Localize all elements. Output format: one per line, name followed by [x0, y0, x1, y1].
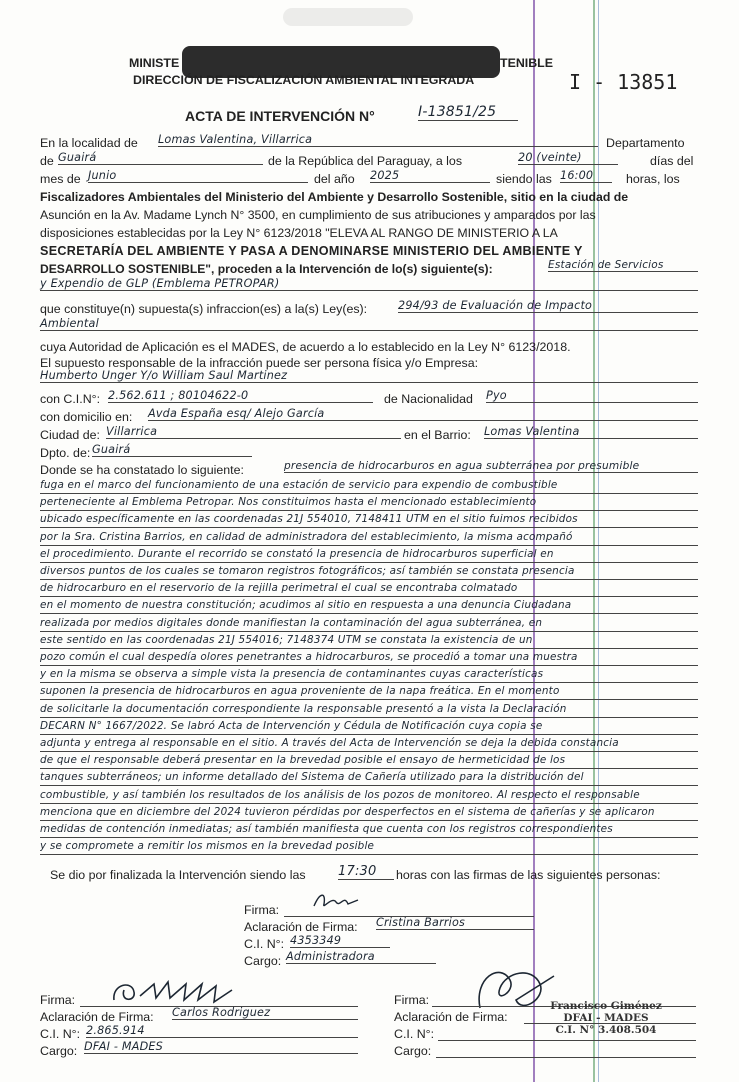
closing-label-a: Se dio por finalizada la Intervención siendo las [50, 868, 306, 882]
intro-l5: Asunción en la Av. Madame Lynch N° 3500, en cumplimiento de sus atribuciones y amparados por las [40, 208, 596, 222]
r-ci-label: C.I. N°: [394, 1027, 435, 1041]
dpto-label: Dpto. de: [40, 446, 91, 460]
intro-l8: DESARROLLO SOSTENIBLE", proceden a la Intervención de lo(s) siguiente(s): [40, 262, 493, 276]
observation-line: medidas de contención inmediatas; así también manifiesta que cuenta con los registros correspondientes [40, 822, 698, 838]
acta-number: I-13851/25 [418, 104, 518, 121]
observation-line: realizada por medios digitales donde manifiestan la contaminación del agua subterránea, en [40, 616, 698, 632]
observation-line: de solicitarle la documentación correspondiente la responsable presentó a la vista la Declaración [40, 702, 698, 718]
field-hora: 16:00 [560, 169, 612, 183]
c-aclaracion-label: Aclaración de Firma: [244, 920, 358, 934]
c-ci-value: 4353349 [290, 934, 390, 948]
observation-line: el procedimiento. Durante el recorrido se constató la presencia de hidrocarburos superficial en [40, 547, 698, 563]
nac-label: de Nacionalidad [384, 392, 473, 406]
intro-l3b: del año [314, 172, 355, 186]
intro-l1b: Departamento [606, 136, 685, 150]
observation-line: por la Sra. Cristina Barrios, en calidad de administradora del establecimiento, la misma acompañó [40, 530, 698, 546]
c-aclaracion-value: Cristina Barrios [376, 916, 534, 930]
intro-l3a: mes de [40, 172, 81, 186]
observation-line: en el momento de nuestra constitución; acudimos al sitio en respuesta a una denuncia Ciudadana [40, 598, 698, 614]
observation-line: tanques subterráneos; un informe detallado del Sistema de Cañería utilizado para la distribución del [40, 770, 698, 786]
direction-title: DIRECCIÓN DE FISCALIZACIÓN AMBIENTAL INTEGRADA [133, 73, 475, 87]
intro-l6: disposiciones establecidas por la Ley N° 6123/2018 "ELEVA AL RANGO DE MINISTERIO A LA [40, 226, 558, 240]
official-stamp [546, 1000, 666, 1036]
field-dia: 20 (veinte) [518, 151, 618, 165]
field-anio: 2025 [370, 169, 490, 183]
ciudad-label: Ciudad de: [40, 428, 100, 442]
field-responsable: Humberto Unger Y/o William Saul Martinez [40, 369, 698, 383]
observation-line: adjunta y entrega al responsable en el sitio. A través del Acta de Intervención se deja la debida constancia [40, 736, 698, 752]
observation-line: este sentido en las coordenadas 21J 554016; 7148374 UTM se constata la existencia de un [40, 633, 698, 649]
intro-l12: cuya Autoridad de Aplicación es el MADES, de acuerdo a lo establecido en la Ley N° 6123/2018. [40, 340, 571, 354]
field-ley: 294/93 de Evaluación de Impacto [398, 299, 698, 313]
l-ci-value: 2.865.914 [86, 1024, 358, 1038]
ministry-right: TENIBLE [500, 56, 554, 70]
observation-line: de hidrocarburo en el reservorio de la rejilla perimetral el cual se encontraba colmatado [40, 581, 698, 597]
field-dpto: Guairá [92, 443, 252, 457]
field-nacionalidad: Pyo [486, 389, 698, 403]
barrio-label: en el Barrio: [404, 428, 471, 442]
intro-l3c: siendo las [496, 172, 552, 186]
field-intervencion-2: y Expendio de GLP (Emblema PETROPAR) [40, 277, 698, 291]
field-domicilio: Avda España esq/ Alejo García [148, 407, 698, 421]
observation-line: ubicado específicamente en las coordenadas 21J 554010, 7148411 UTM en el sitio fuimos recibidos [40, 512, 698, 528]
intro-l7: SECRETARÍA DEL AMBIENTE Y PASA A DENOMINARSE MINISTERIO DEL AMBIENTE Y [40, 244, 583, 258]
field-departamento: Guairá [58, 151, 263, 165]
r-firma-label: Firma: [394, 993, 430, 1007]
dom-label: con domicilio en: [40, 410, 133, 424]
field-barrio: Lomas Valentina [484, 425, 698, 439]
field-hora-final: 17:30 [338, 864, 394, 880]
intro-l3d: horas, los [626, 172, 680, 186]
field-ci: 2.562.611 ; 80104622-0 [108, 389, 373, 403]
observation-line: y se compromete a remitir los mismos en la brevedad posible [40, 839, 698, 855]
ministry-left: MINISTE [129, 56, 180, 70]
observation-line: menciona que en diciembre del 2024 tuvieron pérdidas por desperfectos en el sistema de cañerías y se aplicaron [40, 805, 698, 821]
acta-title: ACTA DE INTERVENCIÓN N° [185, 108, 375, 124]
intro-l2b: de la República del Paraguay, a los [268, 154, 463, 168]
donde-label: Donde se ha constatado lo siguiente: [40, 463, 244, 477]
field-intervencion: Estación de Servicios [548, 259, 698, 272]
l-aclaracion-value: Carlos Rodriguez [172, 1006, 358, 1020]
observation-line: pozo común el cual despedía olores penetrantes a hidrocarburos, se procedió a tomar una muestra [40, 650, 698, 666]
scan-smudge [283, 8, 413, 26]
signature-left [110, 976, 240, 1008]
observation-line: fuga en el marco del funcionamiento de una estación de servicio para expendio de combustible [40, 478, 698, 494]
stamp-number: I - 13851 [569, 70, 678, 94]
observation-line: perteneciente al Emblema Petropar. Nos constituimos hasta el mencionado establecimiento [40, 495, 698, 511]
observation-line: combustible, y así también los resultados de los análisis de los pozos de monitoreo. Al respecto el responsable [40, 788, 698, 804]
field-ley-2: Ambiental [40, 317, 698, 331]
r-cargo-label: Cargo: [394, 1044, 432, 1058]
stamp-office: DFAI - MADES [563, 1012, 649, 1024]
c-firma-label: Firma: [244, 903, 280, 917]
l-cargo-value: DFAI - MADES [84, 1040, 358, 1054]
intro-l4: Fiscalizadores Ambientales del Ministerio del Ambiente y Desarrollo Sostenible, sitio en la ciudad de [40, 190, 629, 204]
l-aclaracion-label: Aclaración de Firma: [40, 1010, 154, 1024]
observation-line: DECARN N° 1667/2022. Se labró Acta de Intervención y Cédula de Notificación cuya copia se [40, 719, 698, 735]
field-ciudad: Villarrica [106, 425, 401, 439]
intro-l2c: días del [650, 154, 694, 168]
intro-l10: que constituye(n) supuesta(s) infraccion(es) a la(s) Ley(es): [40, 302, 368, 316]
field-localidad: Lomas Valentina, Villarrica [158, 133, 598, 147]
c-cargo-label: Cargo: [244, 954, 282, 968]
stamp-ci: C.I. N° 3.408.504 [555, 1024, 657, 1036]
r-cargo-line [436, 1057, 696, 1058]
intro-l2a: de [40, 154, 54, 168]
l-ci-label: C.I. N°: [40, 1027, 81, 1041]
intro-l1a: En la localidad de [40, 136, 138, 150]
observation-line: diversos puntos de los cuales se tomaron registros fotográficos; así también se constata presencia [40, 564, 698, 580]
closing-label-b: horas con las firmas de las siguientes personas: [396, 868, 661, 882]
observation-line: y en la misma se observa a simple vista la presencia de contaminantes cuyas características [40, 667, 698, 683]
c-cargo-value: Administradora [286, 950, 436, 964]
field-mes: Junio [88, 169, 308, 183]
l-cargo-label: Cargo: [40, 1044, 78, 1058]
ci-label: con C.I.N°: [40, 392, 101, 406]
stamp-name: Francisco Giménez [550, 1000, 662, 1012]
r-ci-line [438, 1040, 696, 1041]
l-firma-label: Firma: [40, 993, 76, 1007]
signature-center [312, 890, 360, 912]
observation-line: de que el responsable deberá presentar en la brevedad posible el ensayo de hermeticidad de los [40, 753, 698, 769]
observation-line: suponen la presencia de hidrocarburos en agua proveniente de la napa freática. En el momento [40, 684, 698, 700]
c-ci-label: C.I. N°: [244, 937, 285, 951]
field-donde: presencia de hidrocarburos en agua subterránea por presumible [284, 460, 698, 473]
intro-l13: El supuesto responsable de la infracción puede ser persona física y/o Empresa: [40, 356, 479, 370]
r-aclaracion-label: Aclaración de Firma: [394, 1010, 508, 1024]
